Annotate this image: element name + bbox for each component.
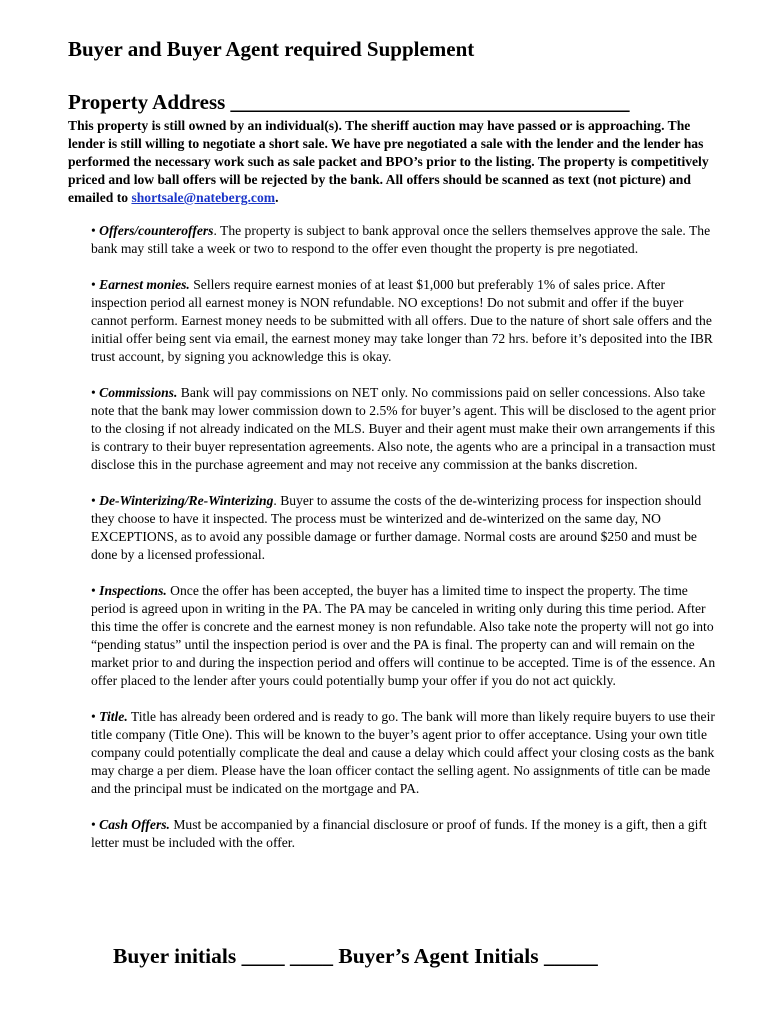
term-heading: Inspections. bbox=[99, 583, 167, 598]
term-heading: Title. bbox=[99, 709, 128, 724]
term-text: . Buyer to assume the costs of the de-winterizing process for inspection should they choose to have it inspected. The process must be winterized and de-winterized on the same day, NO EXCEPTIONS, as to avoid any possible damage or further damage. Normal costs are around $250 and must be done by a licensed professional. bbox=[91, 493, 702, 562]
term-text: Once the offer has been accepted, the buyer has a limited time to inspect the property. The time period is agreed upon in writing in the PA. The PA may be canceled in writing only during this time period. After this time the offer is concrete and the earnest money is non refundable. Also take note the property will not go into “pending status” until the inspection period is over and the PA is final. The property can and will remain on the market prior to and during the inspection period and offers will continue to be accepted. Time is of the essence. An offer placed to the lender after yours could potentially bump your offer if you do not act quickly. bbox=[91, 583, 716, 688]
term-text: Sellers require earnest monies of at least $1,000 but preferably 1% of sales price. After inspection period all earnest money is NON refundable. NO exceptions! Do not submit and offer if the buyer cannot perform. Earnest money needs to be submitted with all offers. Due to the nature of short sale offers and the initial offer being sent via email, the earnest money may take longer than 72 hrs. before it’s deposited into the IBR trust account, by signing you acknowledge this is okay. bbox=[91, 277, 713, 364]
term-heading: Commissions. bbox=[99, 385, 178, 400]
bullet: • bbox=[91, 385, 100, 400]
bullet: • bbox=[91, 223, 100, 238]
intro-paragraph bbox=[68, 117, 718, 207]
term-title bbox=[91, 708, 721, 798]
term-winterizing bbox=[91, 492, 721, 564]
term-text: . The property is subject to bank approval once the sellers themselves approve the sale. The bank may still take a week or two to respond to the offer even thought the property is pre negotiated. bbox=[91, 223, 711, 256]
term-heading: Cash Offers. bbox=[99, 817, 170, 832]
term-offers bbox=[91, 222, 721, 258]
term-earnest-monies bbox=[91, 276, 721, 366]
bullet: • bbox=[91, 583, 100, 598]
bullet: • bbox=[91, 817, 100, 832]
term-cash-offers bbox=[91, 816, 721, 852]
initials-line: Buyer initials ____ ____ Buyer’s Agent Initials _____ bbox=[113, 944, 598, 968]
property-address-label: Property Address ______________________________________ bbox=[68, 90, 630, 114]
term-text: Bank will pay commissions on NET only. No commissions paid on seller concessions. Also take note that the bank may lower commission down to 2.5% for buyer’s agent. This will be disclosed to the agent prior to the closing if not already indicated on the MLS. Buyer and their agent must make their own arrangements if this is contrary to their buyer representation agreements. Also note, the agents who are a principal in a transaction must disclose this in the purchase agreement and may not receive any commission at the banks discretion. bbox=[91, 385, 716, 472]
term-heading: Offers/counteroffers bbox=[99, 223, 214, 238]
term-text: Title has already been ordered and is ready to go. The bank will more than likely require buyers to use their title company (Title One). This will be known to the buyer’s agent prior to offer acceptance. Using your own title company could potentially complicate the deal and cause a delay which could affect your closing costs as the bank may charge a per diem. Please have the loan officer contact the selling agent. No assignments of title can be made and the principal must be indicated on the mortgage and PA. bbox=[91, 709, 715, 796]
bullet: • bbox=[91, 709, 100, 724]
term-inspections bbox=[91, 582, 721, 690]
intro-text: This property is still owned by an individual(s). The sheriff auction may have passed or is approaching. The lender is still willing to negotiate a short sale. We have pre negotiated a sale with the lender and the lender has performed the necessary work such as sale packet and BPO’s prior to the listing. The property is competitively priced and low ball offers will be rejected by the bank. All offers should be scanned as text (not picture) and emailed to bbox=[68, 118, 709, 205]
bullet: • bbox=[91, 493, 100, 508]
term-heading: De-Winterizing/Re-Winterizing bbox=[99, 493, 274, 508]
term-commissions bbox=[91, 384, 721, 474]
document-title: Buyer and Buyer Agent required Supplement bbox=[68, 37, 475, 61]
bullet: • bbox=[91, 277, 100, 292]
terms-list bbox=[91, 222, 721, 870]
email-link[interactable]: shortsale@nateberg.com bbox=[131, 190, 276, 205]
term-text: Must be accompanied by a financial disclosure or proof of funds. If the money is a gift, then a gift letter must be included with the offer. bbox=[91, 817, 707, 850]
intro-end: . bbox=[275, 190, 279, 205]
term-heading: Earnest monies. bbox=[99, 277, 190, 292]
